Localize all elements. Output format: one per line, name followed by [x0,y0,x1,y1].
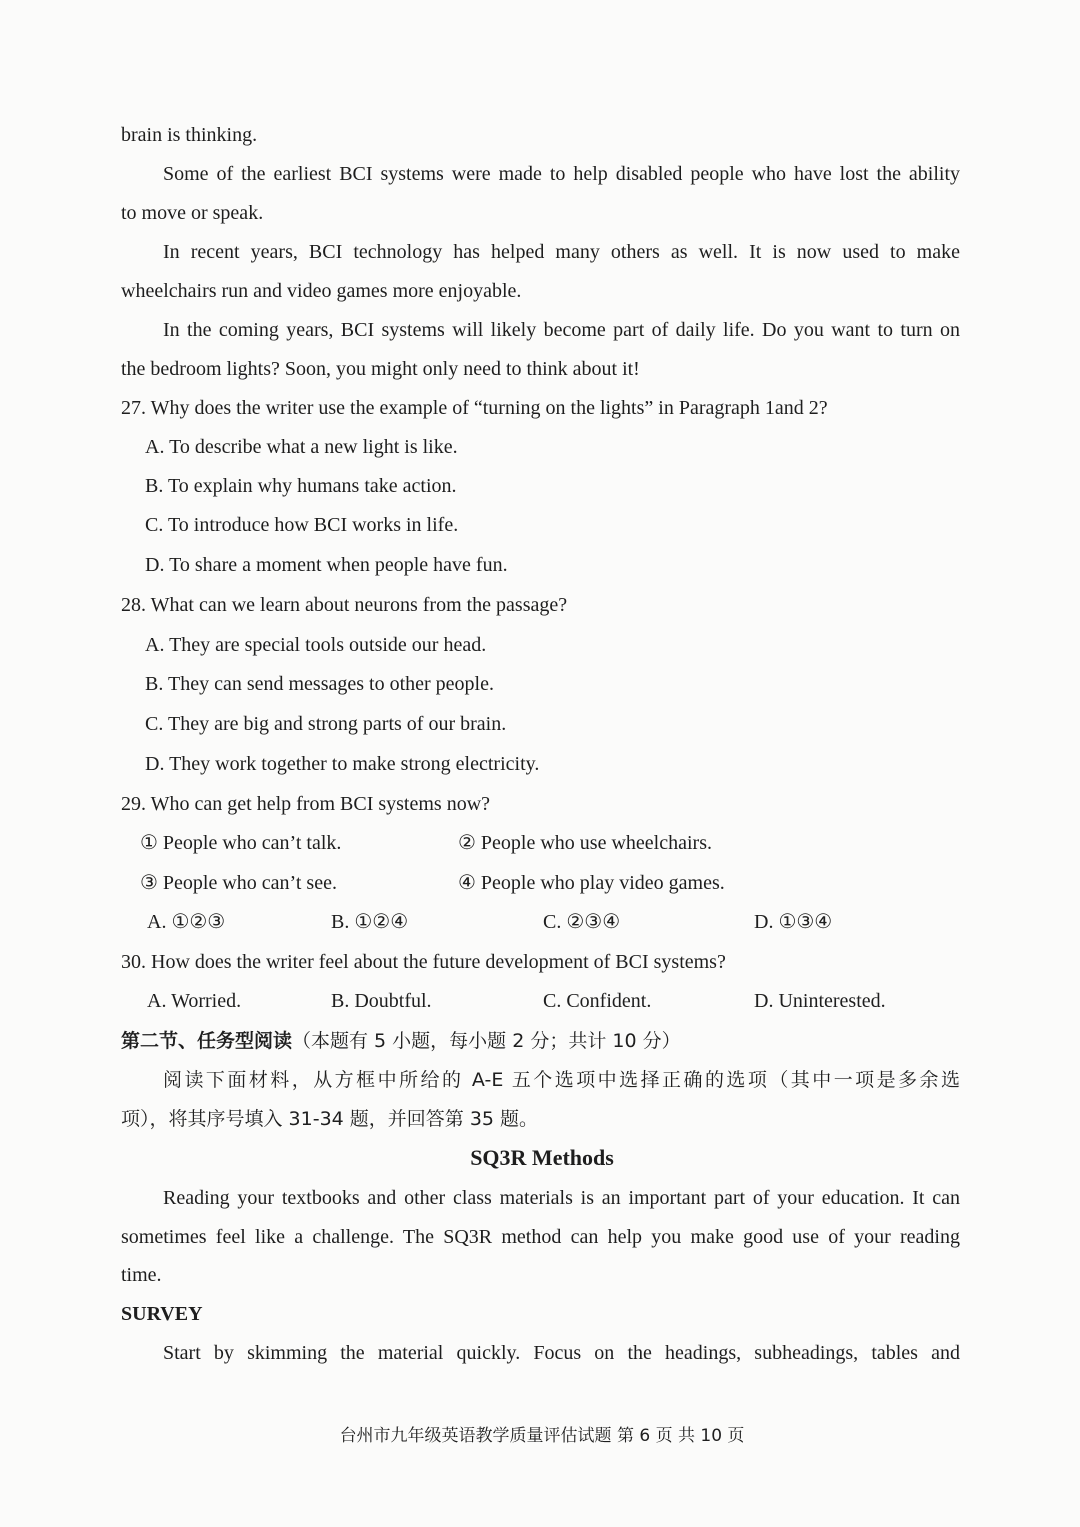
statement-2: ② People who use wheelchairs. [458,832,712,854]
passage-line: wheelchairs run and video games more enjoyable. [121,280,522,302]
option-30-b: B. Doubtful. [331,990,432,1012]
passage-line: Some of the earliest BCI systems were made to help disabled people who have lost the ability [163,163,960,185]
option-29-b: B. ①②④ [331,911,409,933]
option-30-c: C. Confident. [543,990,652,1012]
passage-line: Start by skimming the material quickly. Focus on the headings, subheadings, tables and [163,1342,960,1364]
question-29-stem: 29. Who can get help from BCI systems now? [121,793,491,815]
statement-3: ③ People who can’t see. [140,872,337,894]
question-28-stem: 28. What can we learn about neurons from the passage? [121,594,568,616]
option-27-b: B. To explain why humans take action. [145,475,457,497]
option-29-c: C. ②③④ [543,911,621,933]
survey-heading: SURVEY [121,1303,203,1325]
passage-line: to move or speak. [121,202,264,224]
statement-4: ④ People who play video games. [458,872,725,894]
option-28-c: C. They are big and strong parts of our brain. [145,713,507,735]
option-30-a: A. Worried. [147,990,242,1012]
statement-1: ① People who can’t talk. [140,832,342,854]
option-27-a: A. To describe what a new light is like. [145,436,458,458]
option-28-d: D. They work together to make strong electricity. [145,753,540,775]
passage-line: brain is thinking. [121,124,258,146]
passage-line: the bedroom lights? Soon, you might only need to think about it! [121,358,640,380]
instruction-line: 阅读下面材料，从方框中所给的 A-E 五个选项中选择正确的选项（其中一项是多余选 [163,1069,960,1091]
instruction-line: 项），将其序号填入 31-34 题，并回答第 35 题。 [121,1108,539,1130]
option-29-d: D. ①③④ [754,911,833,933]
option-28-b: B. They can send messages to other people. [145,673,494,695]
passage-line: Reading your textbooks and other class materials is an important part of your education. It can [163,1187,960,1209]
question-27-stem: 27. Why does the writer use the example of “turning on the lights” in Paragraph 1and 2? [121,397,828,419]
passage-line: time. [121,1264,162,1286]
passage-line: sometimes feel like a challenge. The SQ3R method can help you make good use of your reading [121,1226,960,1248]
section-scoring-note: （本题有 5 小题，每小题 2 分；共计 10 分） [292,1030,681,1052]
question-30-stem: 30. How does the writer feel about the future development of BCI systems? [121,951,726,973]
passage-title: SQ3R Methods [470,1145,614,1170]
section-title: 第二节、任务型阅读 [121,1030,293,1052]
section-heading [121,1028,681,1054]
option-30-d: D. Uninterested. [754,990,886,1012]
option-28-a: A. They are special tools outside our head. [145,634,487,656]
passage-line: In the coming years, BCI systems will likely become part of daily life. Do you want to turn on [163,319,960,341]
passage-line: In recent years, BCI technology has helped many others as well. It is now used to make [163,241,960,263]
option-27-c: C. To introduce how BCI works in life. [145,514,459,536]
page-footer: 台州市九年级英语教学质量评估试题 第 6 页 共 10 页 [339,1426,745,1446]
option-29-a: A. ①②③ [147,911,226,933]
option-27-d: D. To share a moment when people have fun. [145,554,508,576]
